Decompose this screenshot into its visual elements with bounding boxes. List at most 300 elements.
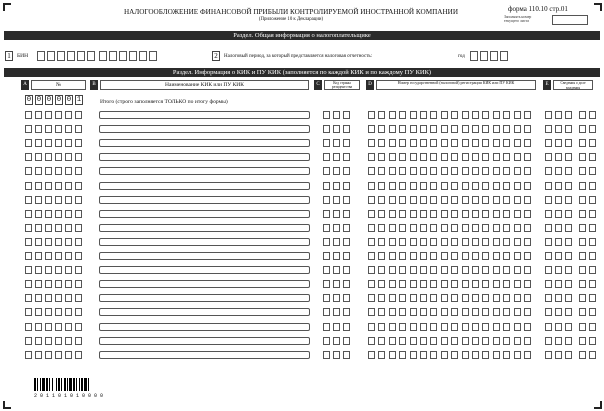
registration-number-cell[interactable] [368, 323, 375, 331]
registration-number-cell[interactable] [503, 351, 510, 359]
registration-number-cell[interactable] [451, 167, 458, 175]
registration-number-cell[interactable] [420, 111, 427, 119]
registration-number-cell[interactable] [493, 125, 500, 133]
ownership-share-cell[interactable] [565, 153, 572, 161]
ownership-share-cell[interactable] [589, 308, 596, 316]
registration-number-cell[interactable] [399, 139, 406, 147]
registration-number-cell[interactable] [368, 125, 375, 133]
country-code-cell[interactable] [323, 280, 330, 288]
registration-number-cell[interactable] [420, 167, 427, 175]
ownership-share-cell[interactable] [565, 238, 572, 246]
row-number-cell[interactable] [65, 308, 72, 316]
registration-number-cell[interactable] [389, 351, 396, 359]
row-number-cell[interactable] [55, 139, 62, 147]
registration-number-cell[interactable] [410, 308, 417, 316]
registration-number-cell[interactable] [389, 280, 396, 288]
bin-digit-cell[interactable] [99, 51, 107, 61]
registration-number-cell[interactable] [451, 210, 458, 218]
country-code-cell[interactable] [323, 252, 330, 260]
kik-name-field[interactable] [99, 224, 310, 232]
registration-number-cell[interactable] [462, 280, 469, 288]
row-number-cell[interactable] [45, 139, 52, 147]
registration-number-cell[interactable] [482, 196, 489, 204]
ownership-share-cell[interactable] [565, 224, 572, 232]
row-number-cell[interactable] [65, 210, 72, 218]
registration-number-cell[interactable] [399, 210, 406, 218]
registration-number-cell[interactable] [462, 153, 469, 161]
ownership-share-cell[interactable] [565, 252, 572, 260]
registration-number-cell[interactable] [420, 210, 427, 218]
registration-number-cell[interactable] [368, 294, 375, 302]
registration-number-cell[interactable] [482, 280, 489, 288]
registration-number-cell[interactable] [389, 252, 396, 260]
registration-number-cell[interactable] [399, 308, 406, 316]
row-number-cell[interactable] [45, 252, 52, 260]
registration-number-cell[interactable] [389, 266, 396, 274]
row-number-cell[interactable] [75, 139, 82, 147]
registration-number-cell[interactable] [493, 238, 500, 246]
registration-number-cell[interactable] [514, 125, 521, 133]
country-code-cell[interactable] [333, 167, 340, 175]
registration-number-cell[interactable] [493, 323, 500, 331]
registration-number-cell[interactable] [482, 224, 489, 232]
ownership-share-cell[interactable] [579, 125, 586, 133]
country-code-cell[interactable] [343, 266, 350, 274]
country-code-cell[interactable] [343, 210, 350, 218]
registration-number-cell[interactable] [399, 182, 406, 190]
kik-name-field[interactable] [99, 182, 310, 190]
country-code-cell[interactable] [323, 210, 330, 218]
registration-number-cell[interactable] [451, 139, 458, 147]
registration-number-cell[interactable] [503, 323, 510, 331]
registration-number-cell[interactable] [441, 323, 448, 331]
ownership-share-cell[interactable] [589, 153, 596, 161]
registration-number-cell[interactable] [514, 153, 521, 161]
row-number-cell[interactable] [55, 294, 62, 302]
registration-number-cell[interactable] [514, 238, 521, 246]
registration-number-cell[interactable] [378, 323, 385, 331]
row-number-cell[interactable] [25, 323, 32, 331]
row-number-cell[interactable] [25, 196, 32, 204]
registration-number-cell[interactable] [462, 266, 469, 274]
row-number-cell[interactable] [55, 323, 62, 331]
registration-number-cell[interactable] [378, 294, 385, 302]
row-number-cell[interactable] [75, 111, 82, 119]
registration-number-cell[interactable] [472, 238, 479, 246]
ownership-share-cell[interactable] [579, 153, 586, 161]
registration-number-cell[interactable] [493, 153, 500, 161]
registration-number-cell[interactable] [482, 111, 489, 119]
country-code-cell[interactable] [343, 323, 350, 331]
registration-number-cell[interactable] [462, 323, 469, 331]
registration-number-cell[interactable] [368, 308, 375, 316]
registration-number-cell[interactable] [410, 167, 417, 175]
registration-number-cell[interactable] [514, 224, 521, 232]
registration-number-cell[interactable] [420, 323, 427, 331]
registration-number-cell[interactable] [451, 238, 458, 246]
registration-number-cell[interactable] [482, 125, 489, 133]
country-code-cell[interactable] [323, 182, 330, 190]
row-number-cell[interactable] [25, 139, 32, 147]
registration-number-cell[interactable] [472, 308, 479, 316]
registration-number-cell[interactable] [524, 351, 531, 359]
row-number-cell[interactable] [65, 294, 72, 302]
ownership-share-cell[interactable] [565, 323, 572, 331]
kik-name-field[interactable] [99, 210, 310, 218]
registration-number-cell[interactable] [430, 266, 437, 274]
registration-number-cell[interactable] [389, 125, 396, 133]
registration-number-cell[interactable] [410, 196, 417, 204]
registration-number-cell[interactable] [430, 280, 437, 288]
registration-number-cell[interactable] [420, 351, 427, 359]
row-number-cell[interactable] [25, 224, 32, 232]
registration-number-cell[interactable] [451, 294, 458, 302]
registration-number-cell[interactable] [524, 153, 531, 161]
kik-name-field[interactable] [99, 252, 310, 260]
registration-number-cell[interactable] [493, 294, 500, 302]
registration-number-cell[interactable] [493, 167, 500, 175]
registration-number-cell[interactable] [430, 196, 437, 204]
ownership-share-cell[interactable] [555, 167, 562, 175]
row-number-cell[interactable] [45, 308, 52, 316]
ownership-share-cell[interactable] [579, 210, 586, 218]
ownership-share-cell[interactable] [589, 111, 596, 119]
row-number-cell[interactable] [45, 294, 52, 302]
ownership-share-cell[interactable] [565, 280, 572, 288]
country-code-cell[interactable] [343, 182, 350, 190]
ownership-share-cell[interactable] [545, 111, 552, 119]
registration-number-cell[interactable] [420, 294, 427, 302]
country-code-cell[interactable] [343, 111, 350, 119]
registration-number-cell[interactable] [410, 210, 417, 218]
ownership-share-cell[interactable] [545, 280, 552, 288]
row-number-cell[interactable] [65, 111, 72, 119]
country-code-cell[interactable] [343, 337, 350, 345]
registration-number-cell[interactable] [514, 252, 521, 260]
registration-number-cell[interactable] [462, 294, 469, 302]
registration-number-cell[interactable] [368, 238, 375, 246]
registration-number-cell[interactable] [472, 224, 479, 232]
registration-number-cell[interactable] [472, 351, 479, 359]
ownership-share-cell[interactable] [545, 125, 552, 133]
ownership-share-cell[interactable] [545, 153, 552, 161]
row-number-cell[interactable] [75, 252, 82, 260]
country-code-cell[interactable] [323, 196, 330, 204]
registration-number-cell[interactable] [514, 294, 521, 302]
country-code-cell[interactable] [333, 280, 340, 288]
row-number-cell[interactable] [75, 294, 82, 302]
ownership-share-cell[interactable] [579, 238, 586, 246]
registration-number-cell[interactable] [410, 125, 417, 133]
registration-number-cell[interactable] [482, 294, 489, 302]
ownership-share-cell[interactable] [589, 337, 596, 345]
registration-number-cell[interactable] [368, 196, 375, 204]
registration-number-cell[interactable] [451, 266, 458, 274]
kik-name-field[interactable] [99, 280, 310, 288]
registration-number-cell[interactable] [482, 238, 489, 246]
registration-number-cell[interactable] [451, 252, 458, 260]
country-code-cell[interactable] [323, 323, 330, 331]
registration-number-cell[interactable] [503, 308, 510, 316]
bin-digit-cell[interactable] [149, 51, 157, 61]
row-number-cell[interactable] [25, 280, 32, 288]
ownership-share-cell[interactable] [555, 337, 562, 345]
row-number-cell[interactable] [55, 111, 62, 119]
registration-number-cell[interactable] [420, 280, 427, 288]
registration-number-cell[interactable] [472, 111, 479, 119]
registration-number-cell[interactable] [378, 139, 385, 147]
ownership-share-cell[interactable] [565, 125, 572, 133]
ownership-share-cell[interactable] [555, 153, 562, 161]
row-number-cell[interactable] [25, 210, 32, 218]
registration-number-cell[interactable] [368, 351, 375, 359]
ownership-share-cell[interactable] [589, 210, 596, 218]
row-number-cell[interactable] [75, 182, 82, 190]
ownership-share-cell[interactable] [579, 252, 586, 260]
row-number-cell[interactable] [65, 323, 72, 331]
country-code-cell[interactable] [343, 351, 350, 359]
row-number-cell[interactable] [45, 167, 52, 175]
registration-number-cell[interactable] [503, 294, 510, 302]
registration-number-cell[interactable] [430, 210, 437, 218]
registration-number-cell[interactable] [420, 266, 427, 274]
registration-number-cell[interactable] [378, 337, 385, 345]
country-code-cell[interactable] [333, 153, 340, 161]
ownership-share-cell[interactable] [555, 196, 562, 204]
registration-number-cell[interactable] [420, 125, 427, 133]
ownership-share-cell[interactable] [579, 337, 586, 345]
registration-number-cell[interactable] [378, 125, 385, 133]
registration-number-cell[interactable] [389, 224, 396, 232]
country-code-cell[interactable] [343, 196, 350, 204]
ownership-share-cell[interactable] [579, 196, 586, 204]
registration-number-cell[interactable] [441, 280, 448, 288]
registration-number-cell[interactable] [410, 153, 417, 161]
row-number-cell[interactable] [65, 252, 72, 260]
kik-name-field[interactable] [99, 308, 310, 316]
registration-number-cell[interactable] [378, 196, 385, 204]
row-number-cell[interactable] [65, 238, 72, 246]
ownership-share-cell[interactable] [555, 323, 562, 331]
country-code-cell[interactable] [323, 167, 330, 175]
registration-number-cell[interactable] [441, 308, 448, 316]
ownership-share-cell[interactable] [545, 224, 552, 232]
registration-number-cell[interactable] [503, 238, 510, 246]
row-number-cell[interactable] [55, 224, 62, 232]
registration-number-cell[interactable] [482, 252, 489, 260]
row-number-cell[interactable] [35, 294, 42, 302]
registration-number-cell[interactable] [368, 210, 375, 218]
registration-number-cell[interactable] [493, 266, 500, 274]
ownership-share-cell[interactable] [565, 308, 572, 316]
registration-number-cell[interactable] [420, 238, 427, 246]
country-code-cell[interactable] [323, 351, 330, 359]
registration-number-cell[interactable] [472, 337, 479, 345]
registration-number-cell[interactable] [368, 111, 375, 119]
registration-number-cell[interactable] [451, 337, 458, 345]
row-number-cell[interactable] [35, 308, 42, 316]
row-number-cell[interactable] [25, 266, 32, 274]
registration-number-cell[interactable] [441, 337, 448, 345]
ownership-share-cell[interactable] [555, 351, 562, 359]
registration-number-cell[interactable] [514, 111, 521, 119]
row-number-cell[interactable] [55, 308, 62, 316]
ownership-share-cell[interactable] [545, 252, 552, 260]
country-code-cell[interactable] [323, 266, 330, 274]
ownership-share-cell[interactable] [545, 351, 552, 359]
ownership-share-cell[interactable] [589, 323, 596, 331]
row-number-cell[interactable] [75, 308, 82, 316]
row-number-cell[interactable] [65, 280, 72, 288]
bin-digit-cell[interactable] [37, 51, 45, 61]
ownership-share-cell[interactable] [565, 111, 572, 119]
ownership-share-cell[interactable] [545, 238, 552, 246]
row-number-cell[interactable] [35, 224, 42, 232]
registration-number-cell[interactable] [389, 139, 396, 147]
row-number-cell[interactable] [35, 167, 42, 175]
ownership-share-cell[interactable] [589, 125, 596, 133]
registration-number-cell[interactable] [514, 308, 521, 316]
ownership-share-cell[interactable] [589, 266, 596, 274]
registration-number-cell[interactable] [410, 182, 417, 190]
row-number-cell[interactable] [55, 252, 62, 260]
country-code-cell[interactable] [333, 125, 340, 133]
row-number-cell[interactable] [55, 153, 62, 161]
kik-name-field[interactable] [99, 351, 310, 359]
registration-number-cell[interactable] [378, 266, 385, 274]
country-code-cell[interactable] [333, 294, 340, 302]
registration-number-cell[interactable] [503, 196, 510, 204]
country-code-cell[interactable] [343, 294, 350, 302]
kik-name-field[interactable] [99, 337, 310, 345]
ownership-share-cell[interactable] [555, 294, 562, 302]
ownership-share-cell[interactable] [555, 252, 562, 260]
row-number-cell[interactable] [75, 238, 82, 246]
registration-number-cell[interactable] [451, 280, 458, 288]
country-code-cell[interactable] [333, 139, 340, 147]
country-code-cell[interactable] [323, 139, 330, 147]
registration-number-cell[interactable] [462, 252, 469, 260]
registration-number-cell[interactable] [493, 308, 500, 316]
registration-number-cell[interactable] [389, 238, 396, 246]
ownership-share-cell[interactable] [545, 337, 552, 345]
registration-number-cell[interactable] [368, 280, 375, 288]
ownership-share-cell[interactable] [555, 182, 562, 190]
row-number-cell[interactable] [35, 266, 42, 274]
ownership-share-cell[interactable] [555, 125, 562, 133]
row-number-cell[interactable] [35, 323, 42, 331]
registration-number-cell[interactable] [378, 224, 385, 232]
row-number-digit[interactable]: 0 [56, 96, 62, 104]
row-number-cell[interactable] [75, 196, 82, 204]
row-number-digit[interactable]: 0 [66, 96, 72, 104]
registration-number-cell[interactable] [378, 182, 385, 190]
row-number-cell[interactable] [25, 238, 32, 246]
row-number-cell[interactable] [65, 153, 72, 161]
row-number-cell[interactable] [65, 224, 72, 232]
kik-name-field[interactable] [99, 323, 310, 331]
registration-number-cell[interactable] [472, 323, 479, 331]
registration-number-cell[interactable] [472, 266, 479, 274]
registration-number-cell[interactable] [524, 337, 531, 345]
registration-number-cell[interactable] [462, 111, 469, 119]
registration-number-cell[interactable] [493, 196, 500, 204]
ownership-share-cell[interactable] [565, 351, 572, 359]
registration-number-cell[interactable] [399, 351, 406, 359]
registration-number-cell[interactable] [493, 280, 500, 288]
row-number-cell[interactable] [75, 210, 82, 218]
registration-number-cell[interactable] [493, 182, 500, 190]
ownership-share-cell[interactable] [555, 308, 562, 316]
registration-number-cell[interactable] [410, 139, 417, 147]
kik-name-field[interactable] [99, 196, 310, 204]
registration-number-cell[interactable] [514, 323, 521, 331]
bin-digit-cell[interactable] [139, 51, 147, 61]
ownership-share-cell[interactable] [579, 139, 586, 147]
country-code-cell[interactable] [333, 252, 340, 260]
registration-number-cell[interactable] [389, 153, 396, 161]
registration-number-cell[interactable] [399, 323, 406, 331]
ownership-share-cell[interactable] [589, 139, 596, 147]
registration-number-cell[interactable] [441, 210, 448, 218]
registration-number-cell[interactable] [462, 308, 469, 316]
registration-number-cell[interactable] [472, 125, 479, 133]
registration-number-cell[interactable] [420, 252, 427, 260]
kik-name-field[interactable] [99, 238, 310, 246]
registration-number-cell[interactable] [503, 266, 510, 274]
row-number-cell[interactable] [35, 182, 42, 190]
registration-number-cell[interactable] [472, 280, 479, 288]
kik-name-field[interactable] [99, 139, 310, 147]
ownership-share-cell[interactable] [555, 111, 562, 119]
registration-number-cell[interactable] [389, 111, 396, 119]
row-number-cell[interactable] [35, 196, 42, 204]
ownership-share-cell[interactable] [579, 182, 586, 190]
sheet-number-field[interactable] [552, 15, 588, 25]
row-number-cell[interactable] [65, 266, 72, 274]
registration-number-cell[interactable] [420, 224, 427, 232]
registration-number-cell[interactable] [368, 224, 375, 232]
ownership-share-cell[interactable] [579, 294, 586, 302]
country-code-cell[interactable] [323, 125, 330, 133]
registration-number-cell[interactable] [514, 280, 521, 288]
registration-number-cell[interactable] [493, 252, 500, 260]
registration-number-cell[interactable] [503, 125, 510, 133]
row-number-cell[interactable] [55, 351, 62, 359]
ownership-share-cell[interactable] [579, 280, 586, 288]
kik-name-field[interactable] [99, 111, 310, 119]
row-number-cell[interactable] [25, 252, 32, 260]
row-number-cell[interactable] [35, 210, 42, 218]
row-number-cell[interactable] [65, 337, 72, 345]
registration-number-cell[interactable] [462, 182, 469, 190]
registration-number-cell[interactable] [430, 182, 437, 190]
country-code-cell[interactable] [343, 139, 350, 147]
row-number-cell[interactable] [55, 125, 62, 133]
ownership-share-cell[interactable] [545, 196, 552, 204]
ownership-share-cell[interactable] [565, 210, 572, 218]
row-number-cell[interactable] [65, 196, 72, 204]
row-number-cell[interactable] [45, 182, 52, 190]
registration-number-cell[interactable] [441, 266, 448, 274]
row-number-cell[interactable] [25, 294, 32, 302]
registration-number-cell[interactable] [430, 252, 437, 260]
registration-number-cell[interactable] [410, 224, 417, 232]
registration-number-cell[interactable] [524, 182, 531, 190]
country-code-cell[interactable] [343, 167, 350, 175]
ownership-share-cell[interactable] [589, 280, 596, 288]
registration-number-cell[interactable] [430, 125, 437, 133]
